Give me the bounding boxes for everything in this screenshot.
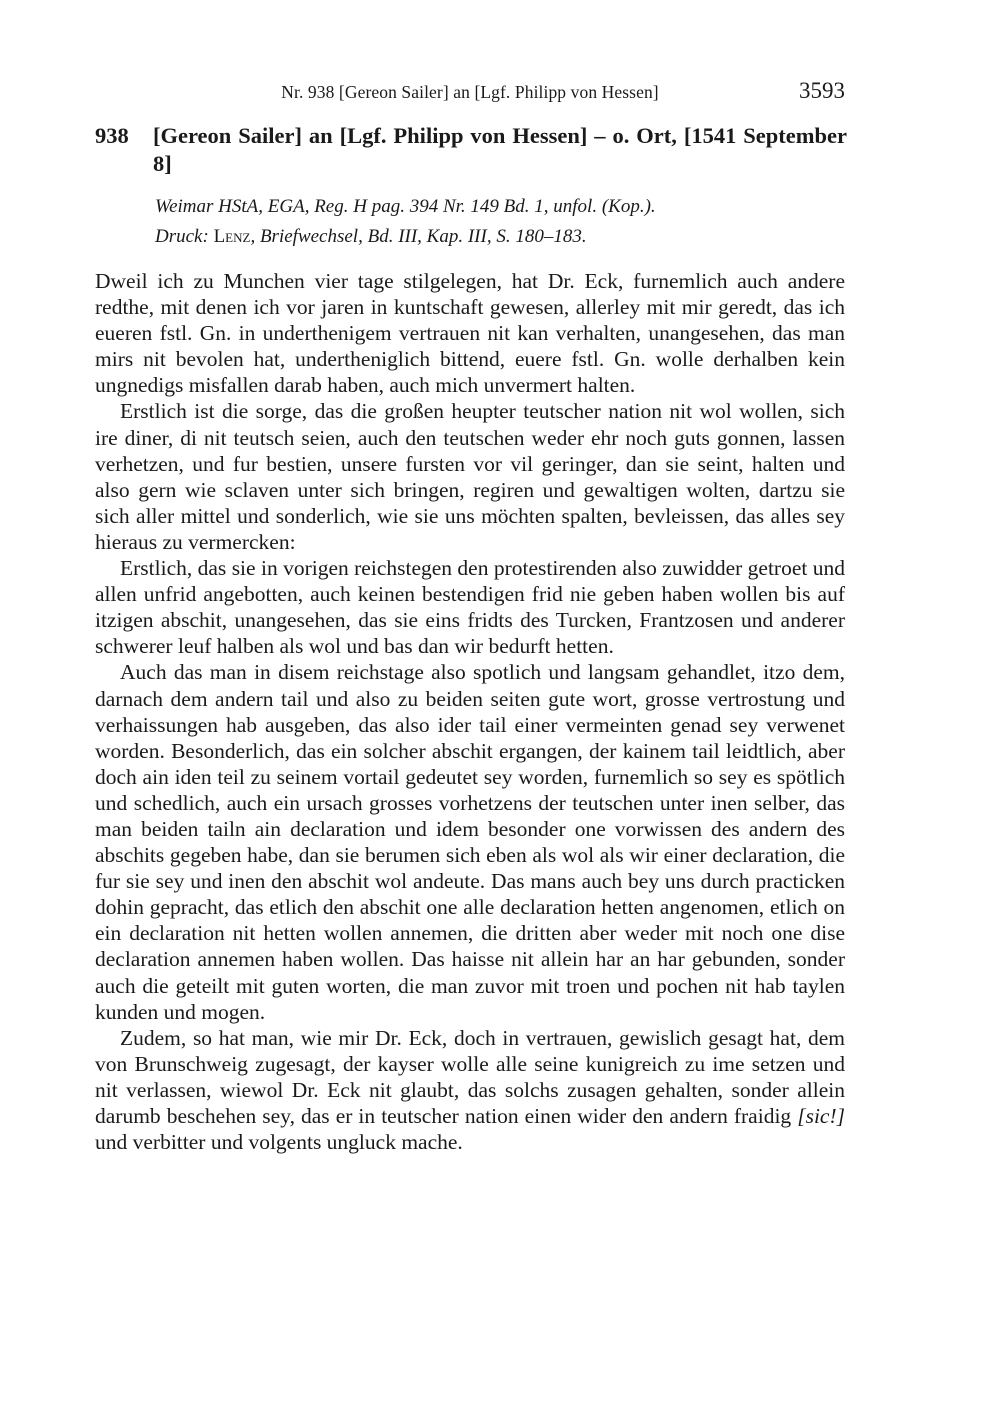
print-label: Druck: [155,226,209,247]
paragraph: Dweil ich zu Munchen vier tage stilgelegen, hat Dr. Eck, furnemlich auch andere redthe, mit denen ich vor jaren in kuntschaft gewesen, allerley mit mir geredt, das ich eueren fstl. Gn. in underthenigem vertrauen nit kan verhalten, unangesehen, das man mirs nit bevolen hat, undertheniglich bittend, euere fstl. Gn. wolle derhalben kein ungnedigs misfallen darab haben, auch mich unvermert halten. [95,269,845,398]
archive-source: Weimar HStA, EGA, Reg. H pag. 394 Nr. 149 Bd. 1, unfol. (Kop.). [155,196,656,217]
paragraph-last [95,1025,845,1155]
page-number: 3593 [799,78,845,103]
document-heading [95,122,847,178]
paragraph-tail: und verbitter und volgents ungluck mache. [95,1130,463,1155]
document-number: 938 [95,123,129,148]
document-title: [Gereon Sailer] an [Lgf. Philipp von Hessen] – o. Ort, [1541 September 8] [153,123,847,176]
paragraph-text: Zudem, so hat man, wie mir Dr. Eck, doch in vertrauen, gewislich gesagt hat, dem von Brunschweig zugesagt, der kayser wolle alle seine kunigreich zu ime setzen und nit verlassen, wiewol Dr. Eck nit glaubt, das solchs zusagen gehalten, sonder allein darumb beschehen sey, das er in teutscher nation einen wider den andern fraidig [95,1025,845,1128]
print-details: , Briefwechsel, Bd. III, Kap. III, S. 180–183. [250,226,587,247]
running-title: Nr. 938 [Gereon Sailer] an [Lgf. Philipp von Hessen] [281,82,659,102]
letter-body [95,268,845,1155]
paragraph: Erstlich ist die sorge, das die großen heupter teutscher nation nit wol wollen, sich ire diner, di nit teutsch seien, auch den teutschen weder ehr noch guts gonnen, lassen verhetzen, und fur bestien, unsere fursten vor vil geringer, dan sie seint, halten und also gern wie sclaven unter sich bringen, regiren und gewaltigen wolten, dartzu sie sich aller mittel und sonderlich, wie sie uns möchten spalten, bevleissen, das alles sey hieraus zu vermercken: [95,399,845,554]
print-source [155,225,845,249]
print-author: Lenz [213,226,251,247]
running-head [95,78,845,108]
paragraph: Auch das man in disem reichstage also spotlich und langsam gehandlet, itzo dem, darnach dem andern tail und also zu beiden seiten gute wort, grosse vertrostung und verhaissungen hab ausgeben, das also ider tail einer vermeinten genad sey verwenet worden. Besonderlich, das ein solcher abschit ergangen, der kainem tail leidtlich, aber doch ain iden teil zu seinem vortail gedeutet sey worden, furnemlich so sey es spötlich und schedlich, auch ein ursach grosses vorhetzens der teutschen unter inen selber, das man beiden tailn ain declaration und idem besonder one vorwissen des andern des abschits gegeben habe, dan sie berumen sich eben als wol als wir einer declaration, die fur sie sey und inen den abschit wol andeute. Das mans auch bey uns durch practicken dohin gepracht, das etlich den abschit one alle declaration hetten angenomen, etlich on ein declaration nit hetten wollen annemen, die dritten aber weder mit noch one dise declaration annemen haben wollen. Das haisse nit allein har an har gebunden, sonder auch die geteilt mit guten worten, die man zuvor mit troen und pochen nit hab taylen kunden und mogen. [95,660,845,1024]
paragraph: Erstlich, das sie in vorigen reichstegen den protestirenden also zuwidder getroet und allen unfrid angebotten, auch keinen bestendigen frid nie geben haben wollen bis auf itzigen abschit, unangesehen, das sie eins fridts des Turcken, Frantzosen und anderer schwerer leuf halben als wol und bas dan wir bedurft hetten. [95,556,845,659]
sic-mark: [sic!] [797,1104,845,1128]
